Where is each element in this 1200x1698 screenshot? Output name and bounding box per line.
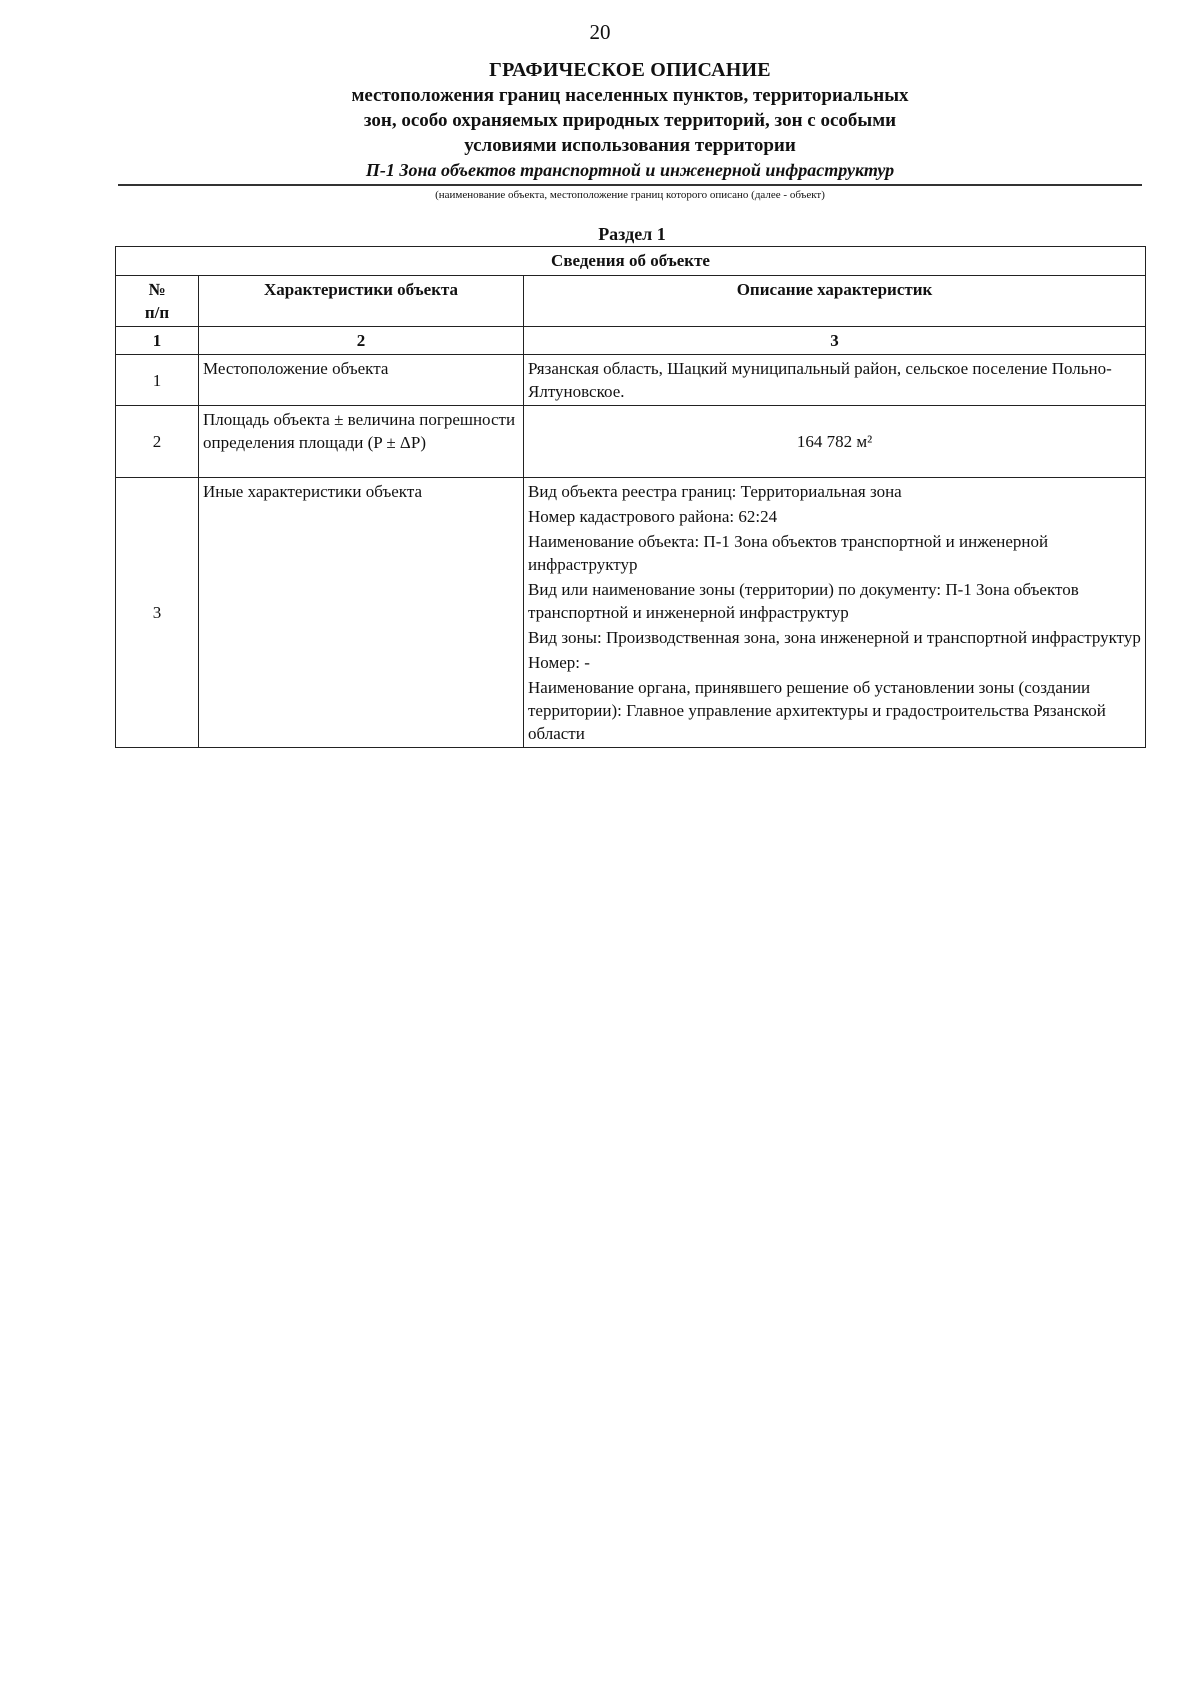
row-index: 2 <box>116 406 199 478</box>
description-line: Рязанская область, Шацкий муниципальный район, сельское поселение Польно-Ялтуновское. <box>528 359 1112 401</box>
document-subtitle-line-3: условиями использования территории <box>464 135 796 156</box>
description-line: Вид зоны: Производственная зона, зона инженерной и транспортной инфраструктур <box>528 628 1141 647</box>
section-title: Раздел 1 <box>598 224 666 244</box>
area-value: 164 782 м² <box>796 432 873 451</box>
column-header-characteristics: Характеристики объекта <box>199 276 524 327</box>
document-title: ГРАФИЧЕСКОЕ ОПИСАНИЕ <box>489 59 771 81</box>
object-caption: (наименование объекта, местоположение границ которого описано (далее - объект) <box>435 189 825 201</box>
column-number-row <box>116 327 1146 355</box>
description-line: Номер кадастрового района: 62:24 <box>528 507 778 526</box>
document-subtitle-line-1: местоположения границ населенных пунктов, территориальных <box>351 85 909 106</box>
table-caption-row <box>116 247 1146 276</box>
table-header-row <box>116 276 1146 327</box>
object-info-table <box>115 246 1146 748</box>
row-index: 3 <box>116 478 199 748</box>
object-name-underline <box>118 184 1142 186</box>
description-line: Вид объекта реестра границ: Территориальная зона <box>528 482 902 501</box>
row-characteristic: Иные характеристики объекта <box>199 478 524 748</box>
row-description <box>524 478 1146 748</box>
table-row <box>116 406 1146 478</box>
description-line: Наименование органа, принявшего решение об установлении зоны (создании территории): Главное управление архитектуры и градостроительства Рязанской области <box>528 678 1106 743</box>
description-line: Номер: - <box>528 653 590 672</box>
description-line: Наименование объекта: П-1 Зона объектов транспортной и инженерной инфраструктур <box>528 532 1049 574</box>
column-number: 3 <box>524 327 1146 355</box>
column-header-number: № п/п <box>116 276 199 327</box>
column-header-description: Описание характеристик <box>524 276 1146 327</box>
document-subtitle-line-2: зон, особо охраняемых природных территорий, зон с особыми <box>363 110 897 131</box>
page-number: 20 <box>589 20 611 44</box>
object-name: П-1 Зона объектов транспортной и инженерной инфраструктур <box>365 160 895 180</box>
table-row <box>116 355 1146 406</box>
row-description <box>524 406 1146 478</box>
row-description <box>524 355 1146 406</box>
row-characteristic: Местоположение объекта <box>199 355 524 406</box>
table-row <box>116 478 1146 748</box>
row-characteristic: Площадь объекта ± величина погрешности определения площади (P ± ΔP) <box>199 406 524 478</box>
column-number: 1 <box>116 327 199 355</box>
table-caption: Сведения об объекте <box>116 247 1146 276</box>
description-line: Вид или наименование зоны (территории) по документу: П-1 Зона объектов транспортной и инженерной инфраструктур <box>528 580 1079 622</box>
title-block <box>118 58 1142 202</box>
row-index: 1 <box>116 355 199 406</box>
column-number: 2 <box>199 327 524 355</box>
